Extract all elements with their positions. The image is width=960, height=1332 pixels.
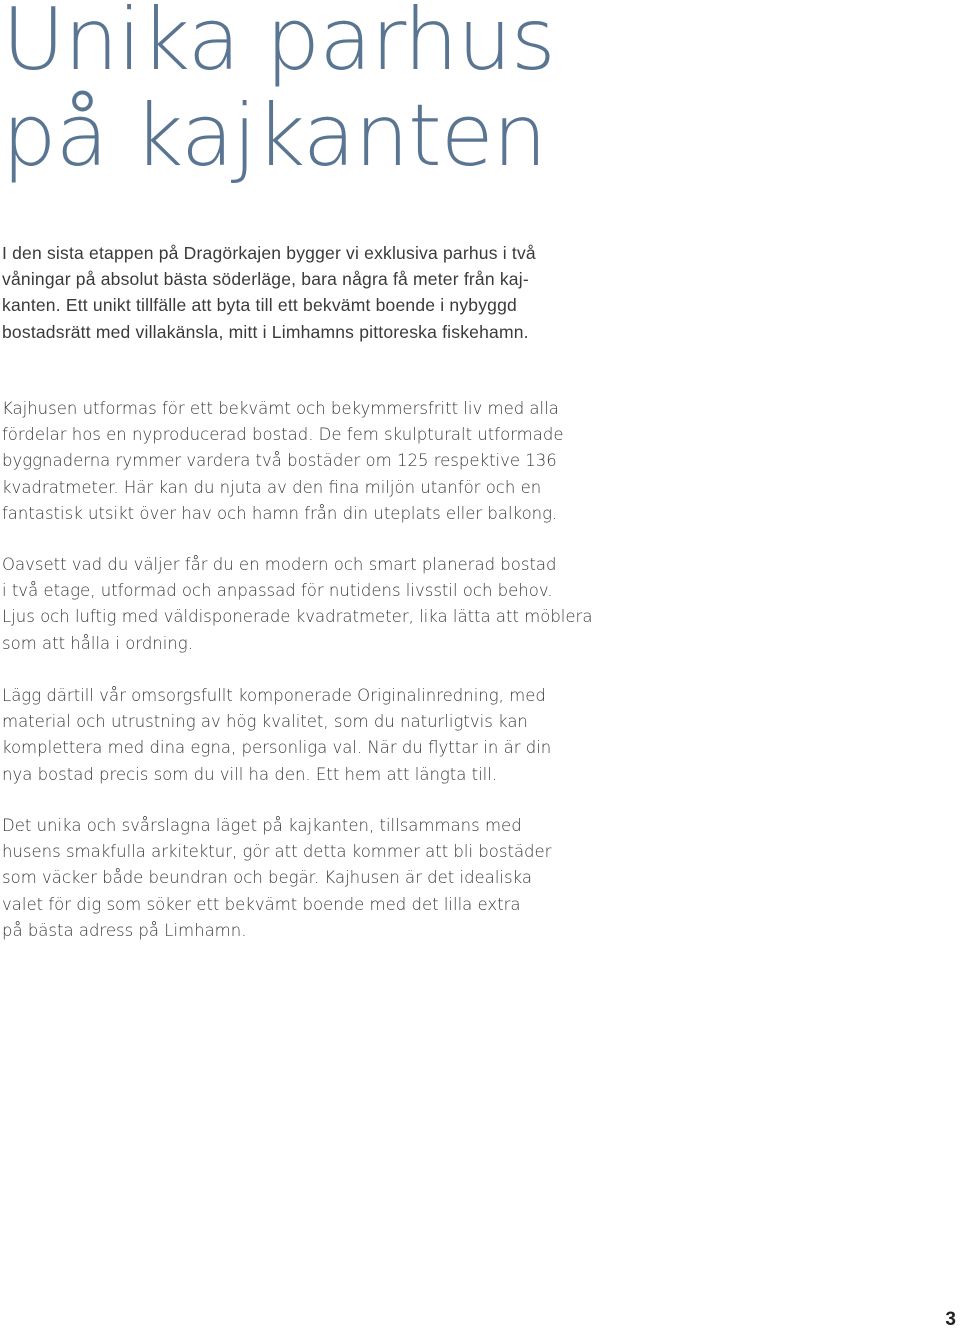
body-paragraph-1 [2,396,622,527]
body-line: byggnaderna rymmer vardera två bostäder om 125 respektive 136 [2,451,557,471]
body-line: som att hålla i ordning. [2,633,193,653]
body-line: Lägg därtill vår omsorgsfullt komponerade Originalinredning, med [2,686,546,705]
body-line: nya bostad precis som du vill ha den. Ett hem att längta till. [2,764,498,784]
body-line: Kajhusen utformas för ett bekvämt och bekymmersfritt liv med alla [2,399,559,418]
body-paragraph-3 [2,683,622,788]
body-line: Det unika och svårslagna läget på kajkanten, tillsammans med [2,816,522,835]
body-line: i två etage, utformad och anpassad för nutidens livsstil och behov. [2,581,553,601]
lead-line: I den sista etappen på Dragörkajen bygger vi exklusiva parhus i två [2,243,536,263]
body-line: på bästa adress på Limhamn. [2,920,247,940]
body-line: Oavsett vad du väljer får du en modern och smart planerad bostad [2,555,557,574]
body-line: fördelar hos en nyproducerad bostad. De fem skulpturalt utformade [2,425,564,445]
body-paragraph-2 [2,552,622,657]
lead-line: kanten. Ett unikt tillfälle att byta till ett bekvämt boende i nybyggd [2,295,517,316]
body-paragraph-4 [2,813,622,944]
body-line: Ljus och luftig med väldisponerade kvadratmeter, lika lätta att möblera [2,607,593,627]
body-line: husens smakfulla arkitektur, gör att detta kommer att bli bostäder [2,842,552,862]
body-line: valet för dig som söker ett bekvämt boende med det lilla extra [2,894,521,914]
page-title [2,0,555,184]
body-line: komplettera med dina egna, personliga val. När du flyttar in är din [2,738,552,758]
body-line: som väcker både beundran och begär. Kajhusen är det idealiska [2,868,532,888]
lead-line: bostadsrätt med villakänsla, mitt i Limhamns pittoreska fiskehamn. [2,321,529,342]
lead-paragraph [2,240,602,345]
lead-line: våningar på absolut bästa söderläge, bara några få meter från kaj- [2,269,529,290]
page-title-line-2: på kajkanten [2,86,547,186]
body-line: kvadratmeter. Här kan du njuta av den fina miljön utanför och en [2,477,542,497]
page-number: 3 [945,1309,956,1330]
page-title-line-1: Unika parhus [2,0,555,90]
body-line: material och utrustning av hög kvalitet, som du naturligtvis kan [2,712,528,732]
body-line: fantastisk utsikt över hav och hamn från din uteplats eller balkong. [2,503,558,523]
